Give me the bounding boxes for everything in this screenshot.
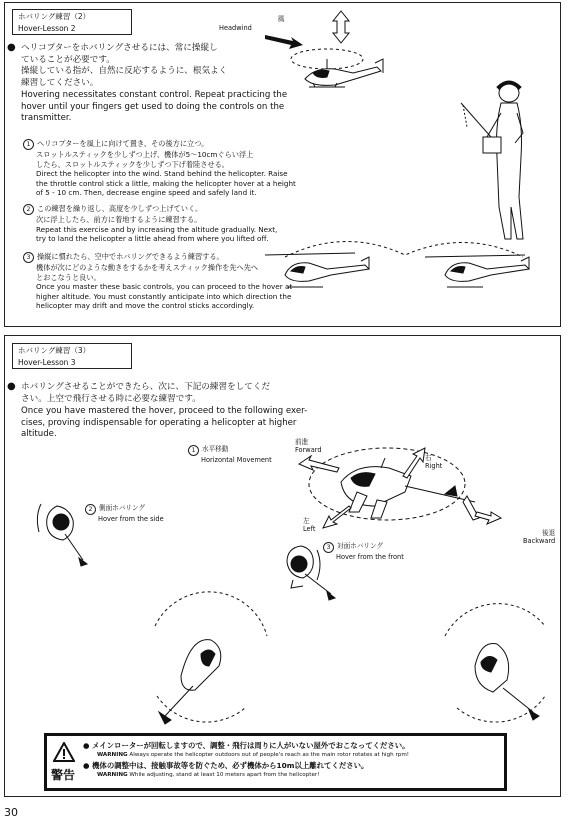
step1-en-2: the throttle control stick a little, making the helicopter hover at a height [36,178,296,188]
lesson2-title-ja: ホバリング練習（2） [18,12,91,21]
warning-box [44,733,507,791]
item3-en: Hover from the front [336,553,404,561]
item3-ja: 対面ホバリング [337,542,384,550]
left-arrow-icon [323,506,351,528]
warning-triangle-icon [53,742,75,762]
forward-arrow-icon [299,456,339,472]
step1-ja-2: スロットルスティックを少しずつ上げ、機体が5～10cmぐらい浮上 [36,150,254,159]
warning-label: 警告 [51,768,76,782]
helicopter-left-icon [265,253,369,287]
dir-backward-ja: 後退 [542,529,556,537]
step2-en-1: Repeat this exercise and by increasing the altitude gradually. Next, [36,224,278,234]
step1-ja-1: ヘリコプターを風上に向けて置き、その後方に立つ。 [37,139,209,148]
lesson3-illustration [5,336,560,731]
lesson3-intro-en-1: Once you have mastered the hover, proceed to the following exer- [21,406,308,416]
lesson3-title-ja: ホバリング練習（3） [18,346,91,355]
step3-ja-3: とおこなうと良い。 [36,272,101,282]
dir-right-en: Right [425,462,443,471]
item2-ja: 側面ホバリング [99,504,146,512]
warning-text [83,740,503,780]
item-number: 2 [85,504,96,515]
lesson3-intro-en-2: cises, proving indispensable for operating a helicopter at higher [21,417,297,428]
warning-line2-en: While adjusting, stand at least 10 meters apart from the helicopter! [129,772,320,778]
step3-ja-1: 操縦に慣れたら、空中でホバリングできるよう練習する。 [37,252,224,261]
item-number: 3 [323,542,334,553]
circle-right-helicopter-icon [445,604,545,722]
right-arrow-icon [403,448,425,478]
step-number: 1 [23,139,34,150]
warning-line1-head: WARNING [97,752,128,758]
lesson2-intro-ja-4: 練習してください。 [21,77,99,88]
dir-left-ja: 左 [303,517,310,525]
page-number: 30 [4,806,18,819]
item-number: 1 [188,445,199,456]
headwind-arrow-icon [265,35,303,49]
lesson2-illustration [265,7,557,307]
lesson2-title-en: Hover-Lesson 2 [18,24,76,33]
bullet-icon: ● [7,381,16,392]
lesson2-intro-en-2: hover until your fingers get used to doing the controls on the [21,101,285,112]
step-number: 3 [23,252,34,263]
hovering-helicopter-icon [291,49,383,87]
warning-line1-ja: メインローターが回転しますので、調整・飛行は周りに人がいない屋外でおこなってください。 [92,741,410,750]
step3-en-3: helicopter may drift and move the control sticks accordingly. [36,301,255,310]
step1-en-3: of 5 - 10 cm. Then, decrease engine speed and safely land it. [36,188,257,197]
dir-right-ja: 右 [425,454,432,462]
lesson2-intro-en-3: transmitter. [21,113,72,123]
lesson2-intro-en-1: Hovering necessitates constant control. Repeat practicing the [21,90,288,100]
warning-line1-en: Always operate the helicopter outdoors out of people's reach as the main rotor rotates at high rpm! [129,752,410,758]
item1-en: Horizontal Movement [201,456,272,464]
lesson2-title-box [12,9,132,35]
step3-en-1: Once you master these basic controls, you can proceed to the hover at [36,282,293,291]
step2-ja-1: この練習を繰り返し、高度を少しずつ上げていく。 [37,204,203,213]
pilot-figure-icon [461,81,523,239]
step3-ja-2: 機体が次にどのような動きをするかを考えスティック操作を先へ先へ [36,263,259,272]
step3-en-2: higher altitude. You must constantly anticipate into which direction the [36,291,292,301]
dir-forward-ja: 前進 [295,438,309,446]
item2-en: Hover from the side [98,515,164,523]
warning-line2-head: WARNING [97,772,128,778]
item1-ja: 水平移動 [202,445,229,453]
horizontal-movement-helicopter-icon [309,448,479,520]
lesson3-intro-en-3: altitude. [21,429,57,439]
lesson2-intro-ja-3: 操縦している指が、自然に反応するように、根気よく [21,66,228,76]
step-number: 2 [23,204,34,215]
lesson2-intro-ja-2: ていることが必要です。 [21,54,115,65]
step1-en-1: Direct the helicopter into the wind. Stand behind the helicopter. Raise [36,169,288,178]
lesson3-panel [4,335,561,797]
dir-left-en: Left [303,525,316,534]
lesson3-intro-ja-2: さい。上空で飛行させる時に必要な練習です。 [21,393,201,404]
warning-line2-ja: 機体の調整中は、接触事故等を防ぐため、必ず機体から10m以上離れてください。 [92,761,369,770]
circle-left-helicopter-icon [155,592,267,724]
headwind-label-en: Headwind [219,24,252,32]
bullet-icon: ● [83,761,93,770]
lesson2-panel [4,2,561,327]
lesson2-intro-ja-1: ヘリコプターをホバリングさせるには、常に操縦し [21,43,218,53]
step2-ja-2: 次に浮上したら、前方に着地するように練習する。 [36,215,202,224]
lesson3-title-en: Hover-Lesson 3 [18,358,76,367]
front-hover-helicopter-icon [287,546,335,600]
helicopter-right-icon [425,255,529,287]
bullet-icon: ● [83,741,93,750]
dir-backward-en: Backward [523,537,556,546]
step2-en-2: try to land the helicopter a little ahead from where you lifted off. [36,234,269,243]
headwind-label-ja: 風 [277,15,285,23]
up-down-arrow-icon [333,11,349,43]
lesson3-intro-ja-1: ホバリングさせることができたら、次に、下記の練習をしてくだ [21,382,271,392]
bullet-icon: ● [7,42,16,53]
side-hover-helicopter-icon [37,504,87,566]
step1-ja-3: したら、スロットルスティックを少しずつ下げ着陸させる。 [36,159,229,169]
dir-forward-en: Forward [295,446,322,455]
